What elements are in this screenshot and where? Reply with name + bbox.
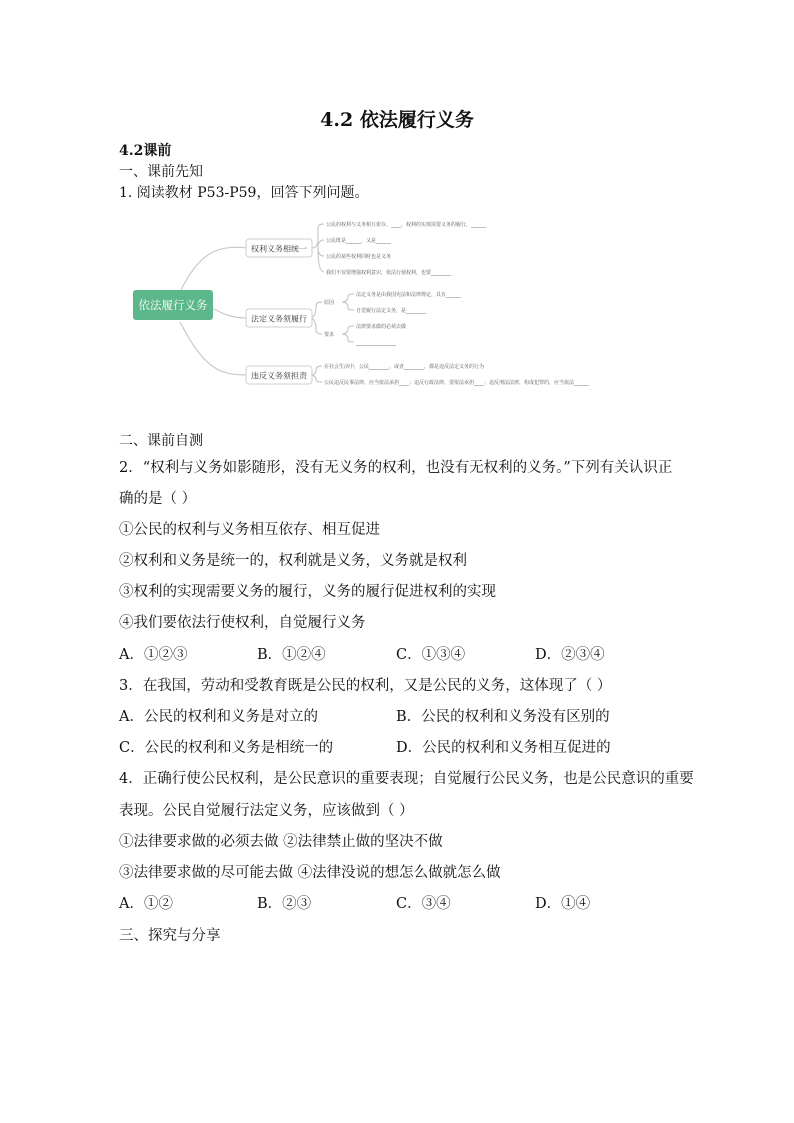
q2-option-b: B．①②④ <box>257 647 326 663</box>
section1-task: 1. 阅读教材 P53-P59，回答下列问题。 <box>119 185 369 201</box>
q2-statement-2: ②权利和义务是统一的，权利就是义务，义务就是权利 <box>119 553 467 569</box>
q4-statements-3-4: ③法律要求做的尽可能去做 ④法律没说的想怎么做就怎么做 <box>119 865 501 881</box>
q2-statement-4: ④我们要依法行使权利，自觉履行义务 <box>119 615 366 631</box>
b1-item: 我们不仅要增强权利意识，依法行使权利，也要________ <box>326 270 452 276</box>
branch-1-label: 权利义务相统一 <box>251 244 307 254</box>
page-title: 4.2 依法履行义务 <box>320 109 474 131</box>
q3-option-d: D．公民的权利和义务相互促进的 <box>396 740 611 756</box>
b3-item: 公民违反民事法律，应当依法承担____；违反行政法律，要依法承担____；违反刑法法律，构成犯罪的，应当依法______ <box>324 380 590 386</box>
b2-require-item: 法律要求做的必须去做 <box>356 324 407 330</box>
section1-heading: 一、课前先知 <box>119 164 203 180</box>
b2-require-label: 要求 <box>324 332 335 338</box>
q2-option-c: C．①③④ <box>396 647 466 663</box>
b2-reason-item: 自觉履行法定义务，是________ <box>356 308 427 314</box>
mind-map <box>120 210 660 390</box>
q4-statements-1-2: ①法律要求做的必须去做 ②法律禁止做的坚决不做 <box>119 834 443 850</box>
lesson-label: 4.2课前 <box>119 143 172 159</box>
q3-option-a: A．公民的权利和义务是对立的 <box>119 709 318 725</box>
b1-item: 公民既是______，又是______ <box>326 238 392 244</box>
q4-stem-line2: 表现。公民自觉履行法定义务，应该做到（ ） <box>119 803 414 819</box>
q2-stem-line2: 确的是（ ） <box>119 491 197 507</box>
mind-map-root-label: 依法履行义务 <box>138 298 208 312</box>
b3-item: 在社会生活中，公民________，或者________，都是违反法定义务的行为 <box>324 364 485 370</box>
q4-option-d: D．①④ <box>535 896 591 912</box>
section2-heading: 二、课前自测 <box>119 433 203 449</box>
q3-stem: 3．在我国，劳动和受教育既是公民的权利，又是公民的义务，这体现了（ ） <box>119 678 612 694</box>
q2-option-a: A．①②③ <box>119 647 188 663</box>
q4-stem-line1: 4．正确行使公民权利，是公民意识的重要表现；自觉履行公民义务，也是公民意识的重要 <box>119 771 694 787</box>
q4-option-c: C．③④ <box>396 896 451 912</box>
q2-statement-3: ③权利的实现需要义务的履行，义务的履行促进权利的实现 <box>119 584 496 600</box>
q2-statement-1: ①公民的权利与义务相互依存、相互促进 <box>119 522 380 538</box>
b2-require-item: ________________ <box>356 340 396 346</box>
q3-option-b: B．公民的权利和义务没有区别的 <box>396 709 610 725</box>
q2-option-d: D．②③④ <box>535 647 605 663</box>
q4-option-b: B．②③ <box>257 896 312 912</box>
b2-reason-item: 法定义务是由我国宪法和法律规定，具有______ <box>356 292 462 298</box>
q4-option-a: A．①② <box>119 896 173 912</box>
q3-option-c: C．公民的权利和义务是相统一的 <box>119 740 334 756</box>
section3-heading: 三、探究与分享 <box>119 928 221 944</box>
q2-stem-line1: 2．“权利与义务如影随形，没有无义务的权利，也没有无权利的义务。”下列有关认识正 <box>119 460 673 476</box>
b1-item: 公民的某些权利同时也是义务 <box>326 254 392 260</box>
b2-reason-label: 原因 <box>324 300 335 306</box>
b1-item: 公民的权利与义务相互依存、____，权利的实现需要义务的履行，______ <box>326 222 487 228</box>
branch-3-label: 违反义务须担责 <box>251 371 307 381</box>
branch-2-label: 法定义务须履行 <box>251 314 307 324</box>
